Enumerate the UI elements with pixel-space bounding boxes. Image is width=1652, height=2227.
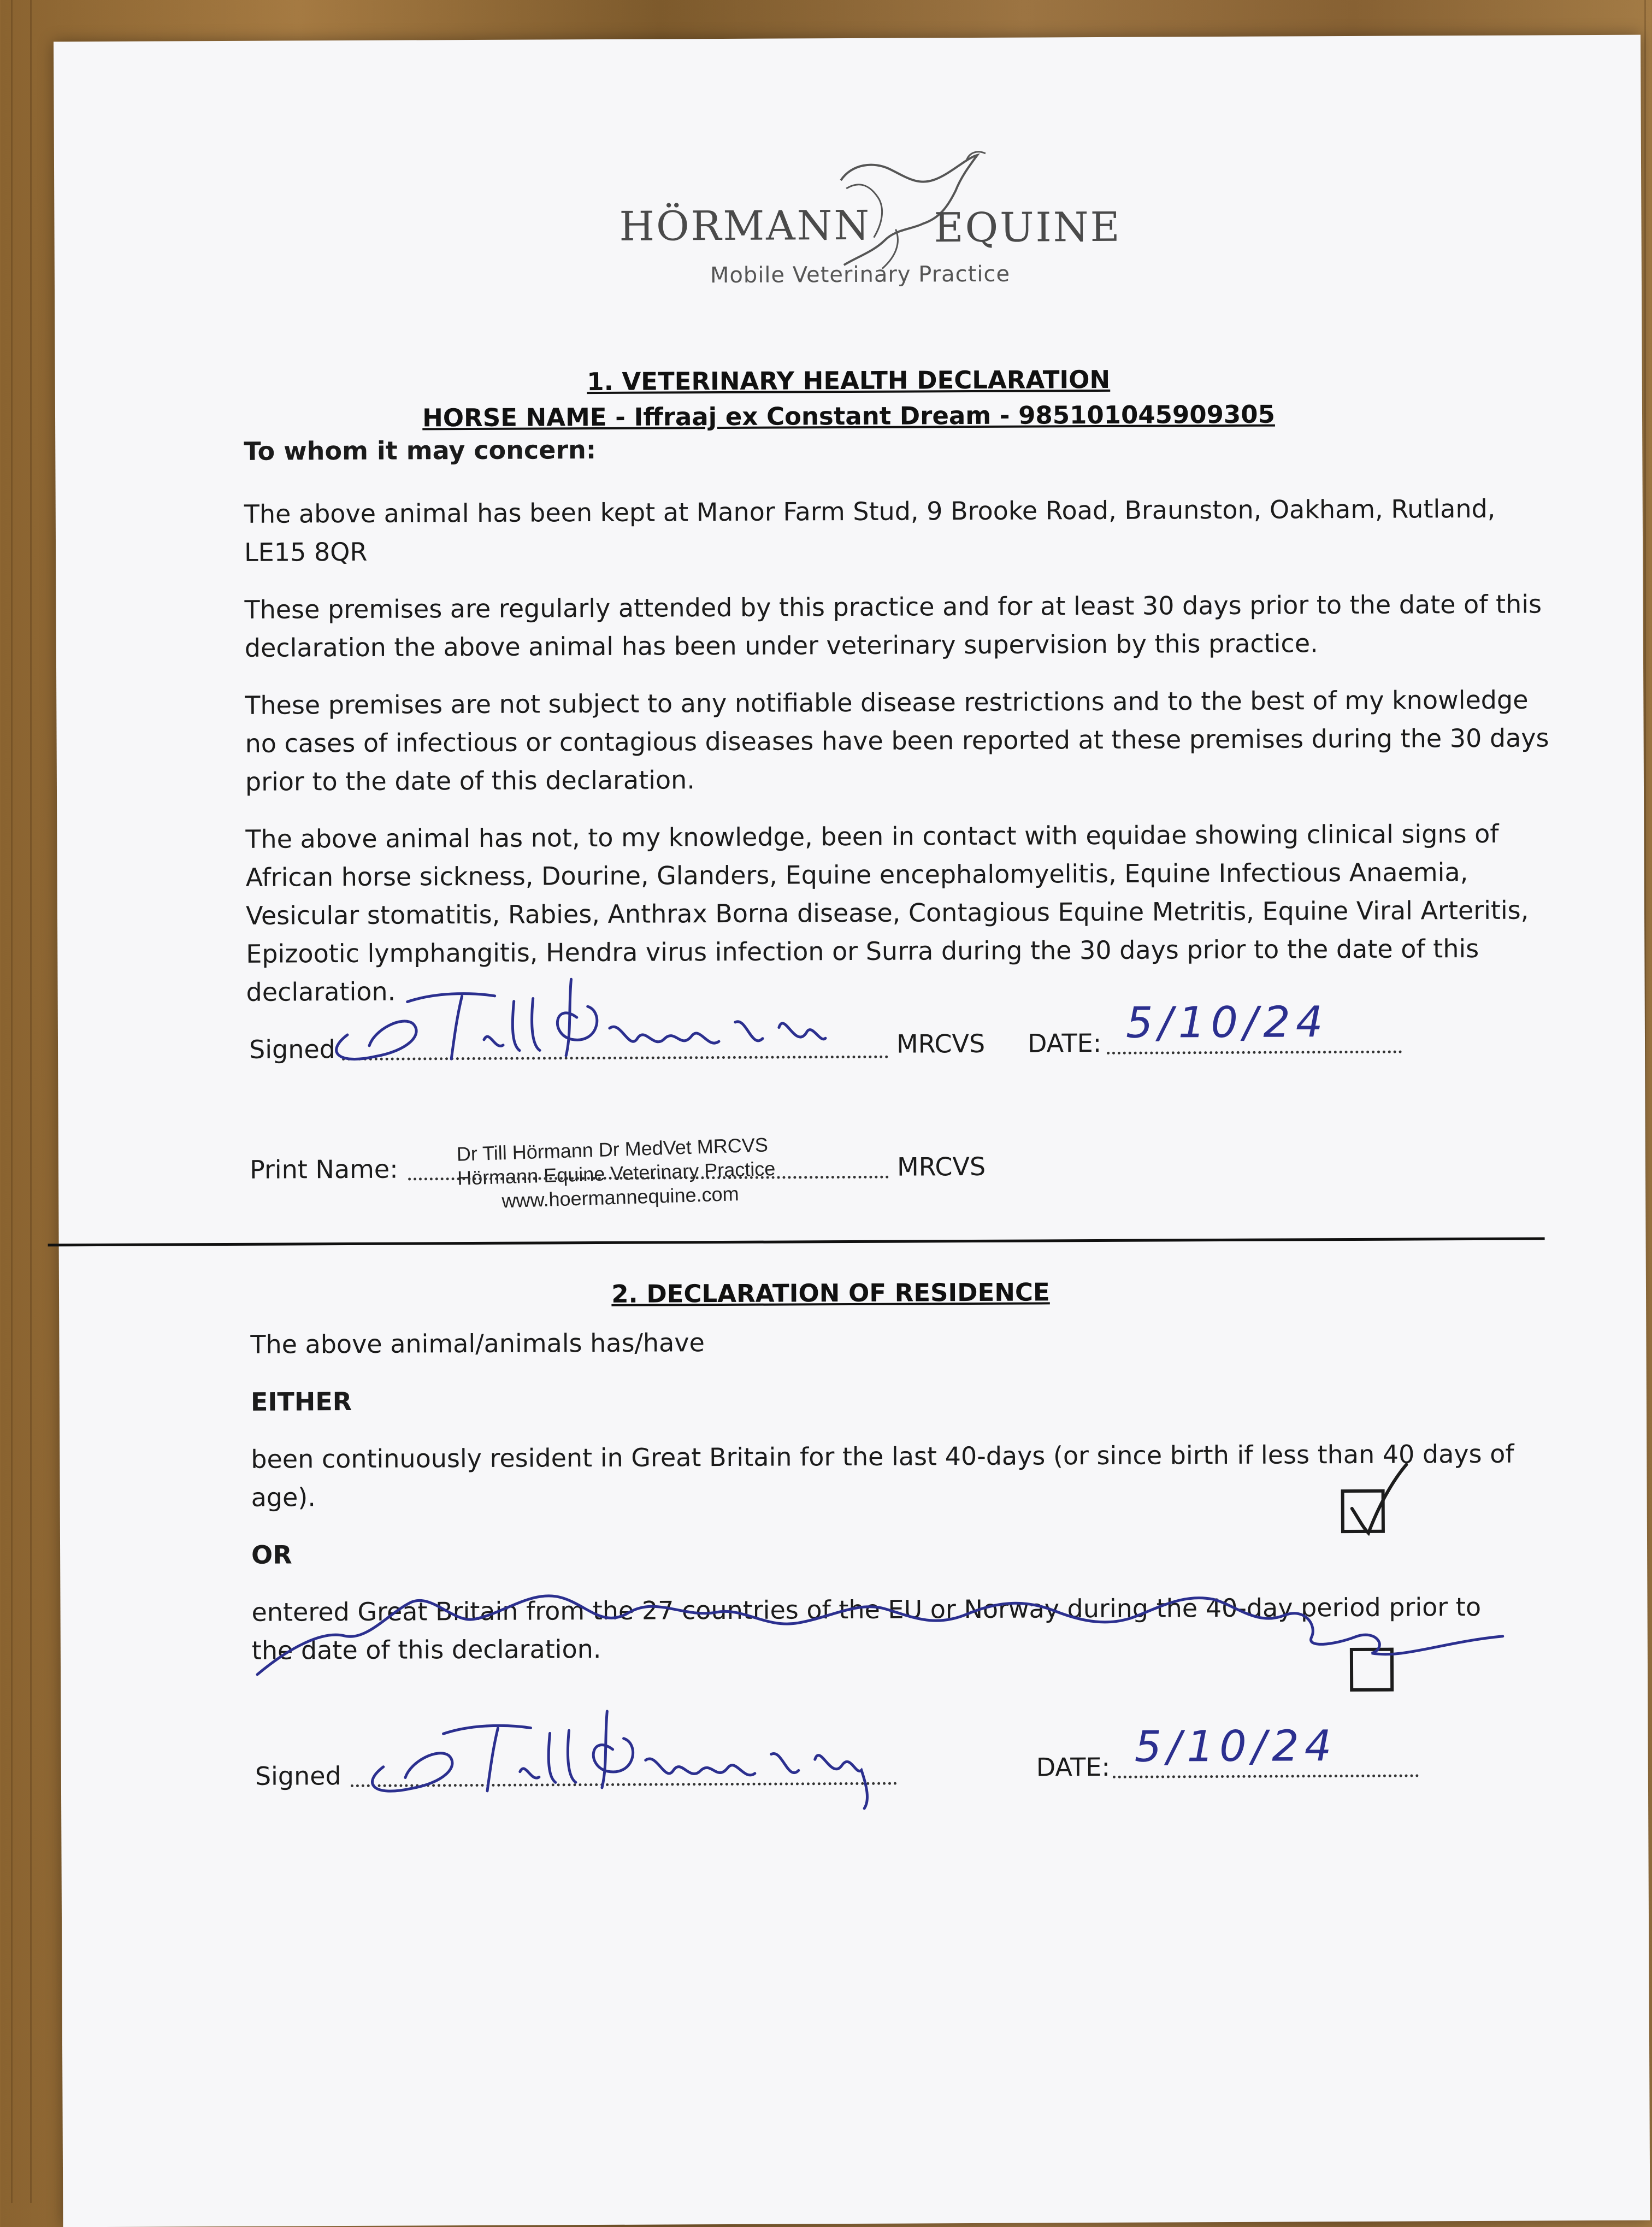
p4-line4: Epizootic lymphangitis, Hendra virus infection or Surra during the 30 days prior to the date of this [246, 933, 1479, 969]
p1-line1: The above animal has been kept at Manor Farm Stud, 9 Brooke Road, Braunston, Oakham, Rutland, [244, 493, 1496, 529]
p2-line1: These premises are regularly attended by this practice and for at least 30 days prior to the date of this [244, 589, 1542, 624]
signature-2 [345, 1693, 919, 1816]
signed-label-2: Signed [255, 1761, 341, 1791]
option2-line1: entered Great Britain from the 27 countries of the EU or Norway during the 40-day period prior to [251, 1592, 1482, 1627]
option1-checkmark [1338, 1456, 1415, 1544]
or-label: OR [251, 1540, 292, 1570]
stamp-line1: Dr Till Hörmann Dr MedVet MRCVS [456, 1133, 769, 1165]
p3-line3: prior to the date of this declaration. [245, 765, 695, 797]
section2-heading: 2. DECLARATION OF RESIDENCE [611, 1277, 1050, 1309]
either-label: EITHER [250, 1386, 352, 1417]
p3-line1: These premises are not subject to any notifiable disease restrictions and to the best of my knowledge [245, 685, 1529, 720]
p3-line2: no cases of infectious or contagious diseases have been reported at these premises during the 30 days [245, 723, 1549, 758]
p4-line3: Vesicular stomatitis, Rabies, Anthrax Borna disease, Contagious Equine Metritis, Equine Viral Arteritis, [245, 895, 1529, 930]
date-handwritten-1: 5/10/24 [1125, 998, 1329, 1048]
logo [54, 35, 1641, 288]
p4-line5: declaration. [246, 976, 396, 1007]
horse-name-line: HORSE NAME - Iffraaj ex Constant Dream - 985101045909305 [422, 399, 1275, 433]
signature-1 [314, 967, 888, 1079]
print-name-dots [408, 1169, 889, 1181]
print-name-label: Print Name: [249, 1154, 398, 1185]
option1-line1: been continuously resident in Great Britain for the last 40-days (or since birth if less than 40 days of [251, 1439, 1514, 1474]
section-divider [48, 1237, 1545, 1246]
p1-line2: LE15 8QR [244, 537, 368, 567]
stamp-line2: Hörmann Equine Veterinary Practice [457, 1157, 776, 1189]
option2-line2: the date of this declaration. [251, 1634, 601, 1665]
option1-line2: age). [251, 1482, 316, 1512]
date-label-1: DATE: [1027, 1028, 1102, 1058]
date-handwritten-2: 5/10/24 [1134, 1722, 1337, 1772]
p4-line1: The above animal has not, to my knowledge, been in contact with equidae showing clinical signs of [245, 818, 1499, 854]
mrcvs-label-1: MRCVS [896, 1028, 986, 1059]
document-page [54, 35, 1650, 2227]
logo-subtitle: Mobile Veterinary Practice [710, 261, 1011, 288]
residence-intro: The above animal/animals has/have [250, 1328, 705, 1359]
p4-line2: African horse sickness, Dourine, Glanders, Equine encephalomyelitis, Equine Infectious Anaemia, [245, 857, 1468, 892]
date-label-2: DATE: [1036, 1752, 1111, 1782]
salutation: To whom it may concern: [244, 435, 597, 466]
logo-right-word: EQUINE [934, 203, 1122, 252]
section1-heading: 1. VETERINARY HEALTH DECLARATION [587, 364, 1111, 397]
print-mrcvs-label: MRCVS [896, 1151, 986, 1182]
stamp-line3: www.hoermannequine.com [501, 1182, 740, 1212]
logo-left-word: HÖRMANN [619, 202, 871, 250]
signed-label-1: Signed [249, 1034, 336, 1064]
p2-line2: declaration the above animal has been under veterinary supervision by this practice. [244, 628, 1318, 663]
